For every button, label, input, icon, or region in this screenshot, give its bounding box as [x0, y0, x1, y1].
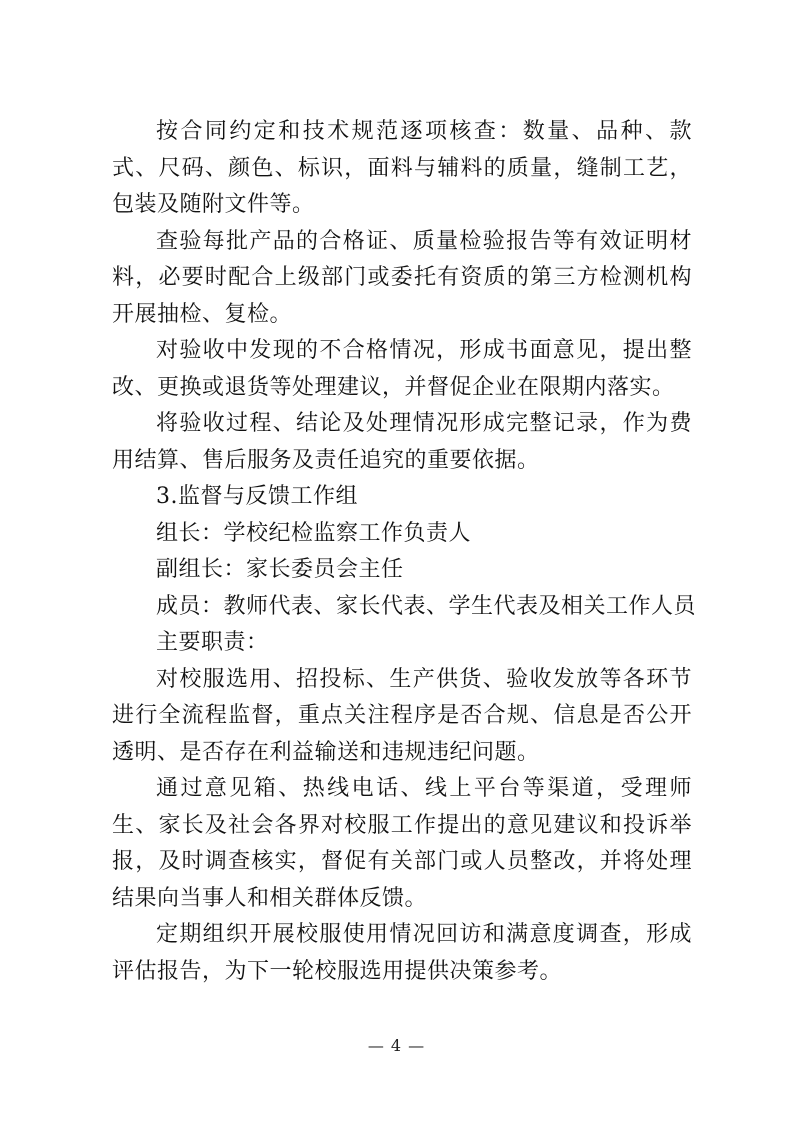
group-members: 成员：教师代表、家长代表、学生代表及相关工作人员: [156, 593, 697, 619]
group-leader: 组长：学校纪检监察工作负责人: [156, 520, 472, 546]
group-deputy-leader: 副组长：家长委员会主任: [156, 557, 404, 582]
paragraph-certificate-check: 查验每批产品的合格证、质量检验报告等有效证明材料，必要时配合上级部门或委托有资质的第三方检测机构开展抽检、复检。: [112, 228, 692, 327]
paragraph-satisfaction-survey: 定期组织开展校服使用情况回访和满意度调查，形成评估报告，为下一轮校服选用提供决策参考。: [112, 922, 692, 984]
paragraph-acceptance-record: 将验收过程、结论及处理情况形成完整记录，作为费用结算、售后服务及责任追究的重要依据。: [112, 411, 692, 473]
section-heading: 3.监督与反馈工作组: [156, 484, 358, 509]
paragraph-full-process-supervision: 对校服选用、招投标、生产供货、验收发放等各环节进行全流程监督，重点关注程序是否合规、信息是否公开透明、是否存在利益输送和违规违纪问题。: [112, 666, 692, 765]
document-body: [112, 114, 697, 990]
paragraph-nonconformity-handling: 对验收中发现的不合格情况，形成书面意见，提出整改、更换或退货等处理建议，并督促企业在限期内落实。: [112, 338, 692, 400]
page-number: — 4 —: [367, 1036, 426, 1055]
paragraph-inspection-items: 按合同约定和技术规范逐项核查：数量、品种、款式、尺码、颜色、标识，面料与辅料的质量，缝制工艺，包装及随附文件等。: [112, 119, 692, 217]
duties-label: 主要职责：: [156, 630, 269, 655]
paragraph-feedback-channels: 通过意见箱、热线电话、线上平台等渠道，受理师生、家长及社会各界对校服工作提出的意见建议和投诉举报，及时调查核实，督促有关部门或人员整改，并将处理结果向当事人和相关群体反馈。: [112, 776, 692, 911]
